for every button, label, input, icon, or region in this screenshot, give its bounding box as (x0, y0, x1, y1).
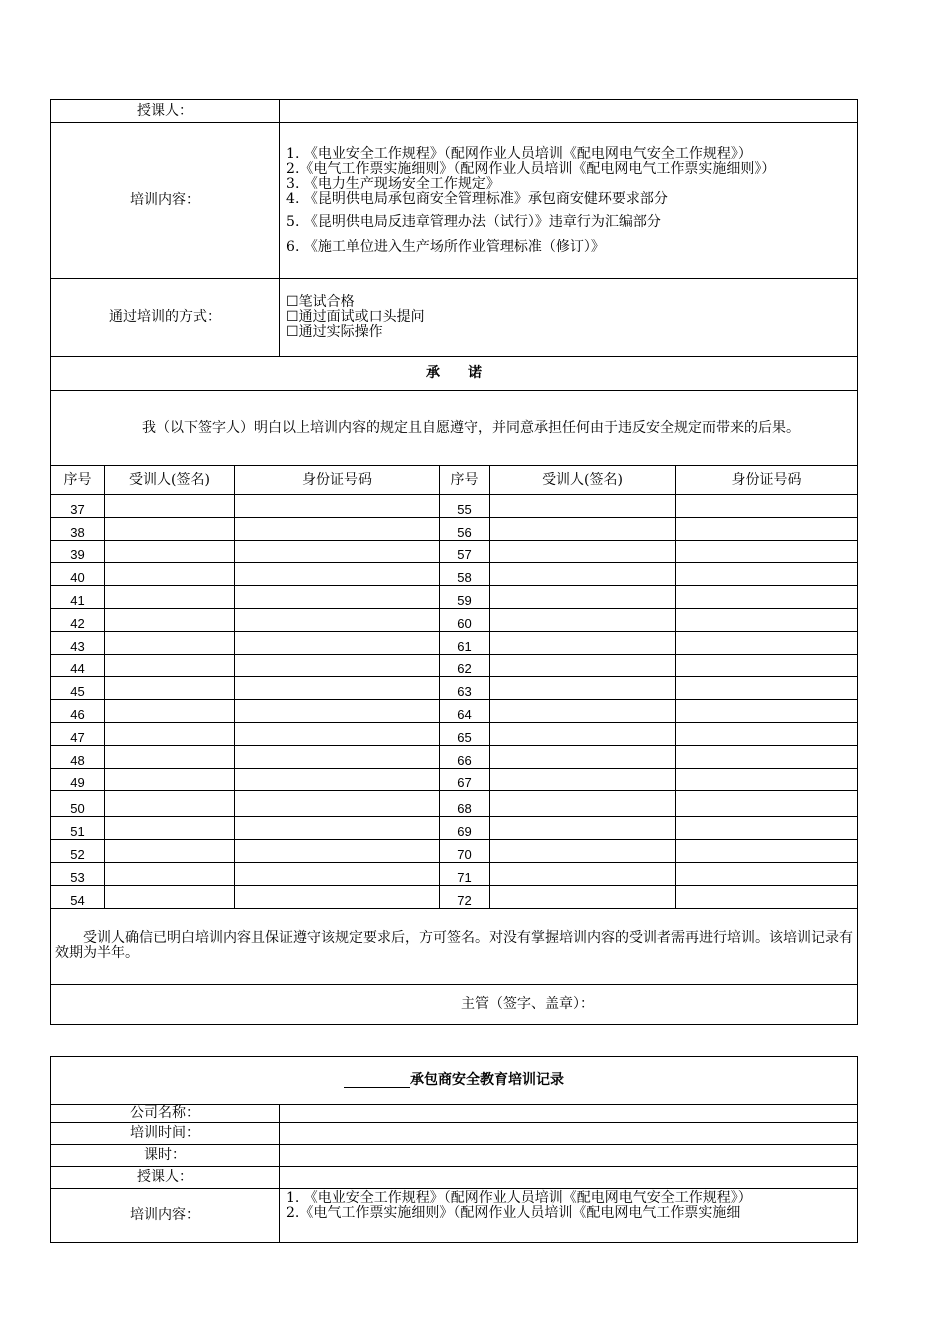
id-number-left[interactable] (235, 517, 440, 540)
row-number-right: 70 (440, 840, 490, 863)
trainee-sign-left[interactable] (105, 495, 235, 518)
table-row (51, 791, 858, 817)
trainee-sign-left[interactable] (105, 791, 235, 817)
trainee-sign-right[interactable] (490, 817, 676, 840)
id-number-right[interactable] (676, 700, 858, 723)
table-row (51, 700, 858, 723)
table-row (51, 768, 858, 791)
time-field[interactable] (280, 1123, 858, 1145)
col-id-right: 身份证号码 (676, 466, 858, 495)
row-number-right: 59 (440, 586, 490, 609)
trainee-sign-left[interactable] (105, 817, 235, 840)
method-option-interview[interactable]: ☐通过面试或口头提问 (286, 309, 425, 325)
col-trainee-left: 受训人(签名) (105, 466, 235, 495)
col-trainee-right: 受训人(签名) (490, 466, 676, 495)
id-number-right[interactable] (676, 495, 858, 518)
hours-row (51, 1145, 858, 1167)
training-record-table (50, 99, 858, 1025)
time-label: 培训时间： (51, 1123, 280, 1145)
id-number-right[interactable] (676, 745, 858, 768)
trainee-sign-left[interactable] (105, 517, 235, 540)
row-number-left: 38 (51, 517, 105, 540)
id-number-right[interactable] (676, 654, 858, 677)
company-label: 公司名称： (51, 1105, 280, 1123)
table-row (51, 495, 858, 518)
id-number-left[interactable] (235, 817, 440, 840)
row-number-left: 37 (51, 495, 105, 518)
row-number-left: 39 (51, 540, 105, 563)
content-label: 培训内容： (51, 123, 280, 279)
trainee-sign-left[interactable] (105, 840, 235, 863)
id-number-right[interactable] (676, 586, 858, 609)
id-number-left[interactable] (235, 745, 440, 768)
content-item: 1. 《电业安全工作规程》（配网作业人员培训《配电网电气安全工作规程》） (286, 1190, 752, 1206)
id-number-left[interactable] (235, 791, 440, 817)
id-number-right[interactable] (676, 540, 858, 563)
id-number-right[interactable] (676, 862, 858, 885)
id-number-right[interactable] (676, 608, 858, 631)
table-row (51, 540, 858, 563)
col-no-left: 序号 (51, 466, 105, 495)
trainee-sign-right[interactable] (490, 654, 676, 677)
id-number-left[interactable] (235, 700, 440, 723)
content-item: 5. 《昆明供电局反违章管理办法（试行）》违章行为汇编部分 (286, 213, 661, 230)
id-number-left[interactable] (235, 631, 440, 654)
id-number-right[interactable] (676, 563, 858, 586)
form2-content-list (280, 1189, 858, 1243)
form2-title-row (51, 1057, 858, 1105)
trainee-sign-right[interactable] (490, 586, 676, 609)
column-header-row (51, 466, 858, 495)
form2-instructor-label: 授课人： (51, 1167, 280, 1189)
content-item: 2.《电气工作票实施细则》（配网作业人员培训《配电网电气工作票实施细 (286, 1205, 741, 1221)
hours-field[interactable] (280, 1145, 858, 1167)
row-number-left: 50 (51, 791, 105, 817)
supervisor-label: 主管（签字、盖章）： (51, 984, 858, 1024)
trainee-sign-right[interactable] (490, 862, 676, 885)
row-number-right: 72 (440, 885, 490, 908)
time-row (51, 1123, 858, 1145)
row-number-right: 66 (440, 745, 490, 768)
row-number-left: 44 (51, 654, 105, 677)
trainee-sign-left[interactable] (105, 862, 235, 885)
trainee-sign-right[interactable] (490, 631, 676, 654)
trainee-sign-right[interactable] (490, 745, 676, 768)
company-row (51, 1105, 858, 1123)
trainee-sign-right[interactable] (490, 722, 676, 745)
content-row (51, 123, 858, 279)
row-number-left: 42 (51, 608, 105, 631)
table-row (51, 677, 858, 700)
table-row (51, 885, 858, 908)
table-row (51, 608, 858, 631)
row-number-right: 65 (440, 722, 490, 745)
id-number-right[interactable] (676, 817, 858, 840)
table-row (51, 840, 858, 863)
row-number-left: 41 (51, 586, 105, 609)
id-number-left[interactable] (235, 654, 440, 677)
trainee-sign-right[interactable] (490, 791, 676, 817)
trainee-sign-left[interactable] (105, 608, 235, 631)
trainee-sign-left[interactable] (105, 586, 235, 609)
trainee-sign-left[interactable] (105, 540, 235, 563)
table-row (51, 817, 858, 840)
content-item: 2.《电气工作票实施细则》（配网作业人员培训《配电网电气工作票实施细则》） (286, 160, 776, 177)
commitment-title-row (51, 357, 858, 391)
id-number-left[interactable] (235, 540, 440, 563)
trainee-sign-left[interactable] (105, 722, 235, 745)
table-row (51, 586, 858, 609)
row-number-right: 64 (440, 700, 490, 723)
table-row (51, 517, 858, 540)
instructor-field[interactable] (280, 100, 858, 123)
trainee-sign-right[interactable] (490, 885, 676, 908)
row-number-left: 51 (51, 817, 105, 840)
company-field[interactable] (280, 1105, 858, 1123)
form2-instructor-row (51, 1167, 858, 1189)
trainee-sign-right[interactable] (490, 563, 676, 586)
method-row (51, 279, 858, 357)
row-number-right: 57 (440, 540, 490, 563)
form2-content-row (51, 1189, 858, 1243)
id-number-right[interactable] (676, 677, 858, 700)
method-option-practical[interactable]: ☐通过实际操作 (286, 324, 383, 340)
confirm-text: 受训人确信已明白培训内容且保证遵守该规定要求后，方可签名。对没有掌握培训内容的受训者需再进行培训。该培训记录有效期为半年。 (51, 908, 858, 984)
supervisor-row (51, 984, 858, 1024)
table-row (51, 563, 858, 586)
id-number-right[interactable] (676, 768, 858, 791)
row-number-right: 58 (440, 563, 490, 586)
trainee-sign-left[interactable] (105, 700, 235, 723)
id-number-left[interactable] (235, 840, 440, 863)
row-number-right: 60 (440, 608, 490, 631)
row-number-left: 40 (51, 563, 105, 586)
table-row (51, 862, 858, 885)
row-number-right: 68 (440, 791, 490, 817)
trainee-sign-right[interactable] (490, 540, 676, 563)
trainee-sign-right[interactable] (490, 768, 676, 791)
method-option-written[interactable]: ☐笔试合格 (286, 294, 355, 310)
row-number-right: 55 (440, 495, 490, 518)
row-number-right: 67 (440, 768, 490, 791)
table-row (51, 631, 858, 654)
confirm-row (51, 908, 858, 984)
form2-title-text: 承包商安全教育培训记录 (410, 1072, 564, 1088)
commitment-text-row (51, 391, 858, 466)
trainee-sign-left[interactable] (105, 654, 235, 677)
id-number-left[interactable] (235, 722, 440, 745)
trainee-sign-right[interactable] (490, 495, 676, 518)
id-number-left[interactable] (235, 677, 440, 700)
row-number-left: 43 (51, 631, 105, 654)
id-number-left[interactable] (235, 608, 440, 631)
content-item: 1. 《电业安全工作规程》（配网作业人员培训《配电网电气安全工作规程》） (286, 145, 752, 162)
id-number-right[interactable] (676, 885, 858, 908)
row-number-left: 53 (51, 862, 105, 885)
col-id-left: 身份证号码 (235, 466, 440, 495)
trainee-sign-left[interactable] (105, 631, 235, 654)
content-item: 6. 《施工单位进入生产场所作业管理标准（修订）》 (286, 238, 605, 255)
row-number-right: 63 (440, 677, 490, 700)
id-number-right[interactable] (676, 840, 858, 863)
trainee-sign-left[interactable] (105, 745, 235, 768)
trainee-sign-right[interactable] (490, 677, 676, 700)
instructor-label: 授课人： (51, 100, 280, 123)
row-number-left: 52 (51, 840, 105, 863)
id-number-left[interactable] (235, 586, 440, 609)
col-no-right: 序号 (440, 466, 490, 495)
hours-label: 课时： (51, 1145, 280, 1167)
row-number-right: 62 (440, 654, 490, 677)
id-number-right[interactable] (676, 631, 858, 654)
form2-title (51, 1057, 858, 1105)
id-number-right[interactable] (676, 722, 858, 745)
id-number-right[interactable] (676, 517, 858, 540)
row-number-left: 47 (51, 722, 105, 745)
training-record-table-2 (50, 1056, 858, 1243)
table-row (51, 722, 858, 745)
table-row (51, 745, 858, 768)
trainee-sign-right[interactable] (490, 517, 676, 540)
table-row (51, 654, 858, 677)
commitment-title: 承 诺 (51, 357, 858, 391)
content-list (280, 123, 858, 279)
id-number-left[interactable] (235, 885, 440, 908)
id-number-left[interactable] (235, 563, 440, 586)
content-item: 3. 《电力生产现场安全工作规定》 (286, 175, 500, 192)
row-number-right: 69 (440, 817, 490, 840)
trainee-sign-right[interactable] (490, 840, 676, 863)
trainee-sign-left[interactable] (105, 885, 235, 908)
form2-instructor-field[interactable] (280, 1167, 858, 1189)
row-number-left: 46 (51, 700, 105, 723)
trainee-sign-left[interactable] (105, 677, 235, 700)
trainee-sign-right[interactable] (490, 700, 676, 723)
id-number-right[interactable] (676, 791, 858, 817)
content-item: 4. 《昆明供电局承包商安全管理标准》承包商安健环要求部分 (286, 190, 668, 207)
contractor-name-blank[interactable] (344, 1073, 410, 1088)
instructor-row (51, 100, 858, 123)
row-number-left: 48 (51, 745, 105, 768)
id-number-left[interactable] (235, 495, 440, 518)
commitment-text: 我（以下签字人）明白以上培训内容的规定且自愿遵守，并同意承担任何由于违反安全规定而带来的后果。 (51, 391, 858, 466)
row-number-left: 45 (51, 677, 105, 700)
trainee-sign-left[interactable] (105, 768, 235, 791)
trainee-sign-right[interactable] (490, 608, 676, 631)
row-number-right: 71 (440, 862, 490, 885)
row-number-left: 54 (51, 885, 105, 908)
form2-content-label: 培训内容： (51, 1189, 280, 1243)
signature-rows (51, 495, 858, 909)
method-options (280, 279, 858, 357)
row-number-right: 56 (440, 517, 490, 540)
row-number-left: 49 (51, 768, 105, 791)
id-number-left[interactable] (235, 768, 440, 791)
row-number-right: 61 (440, 631, 490, 654)
trainee-sign-left[interactable] (105, 563, 235, 586)
id-number-left[interactable] (235, 862, 440, 885)
method-label: 通过培训的方式： (51, 279, 280, 357)
